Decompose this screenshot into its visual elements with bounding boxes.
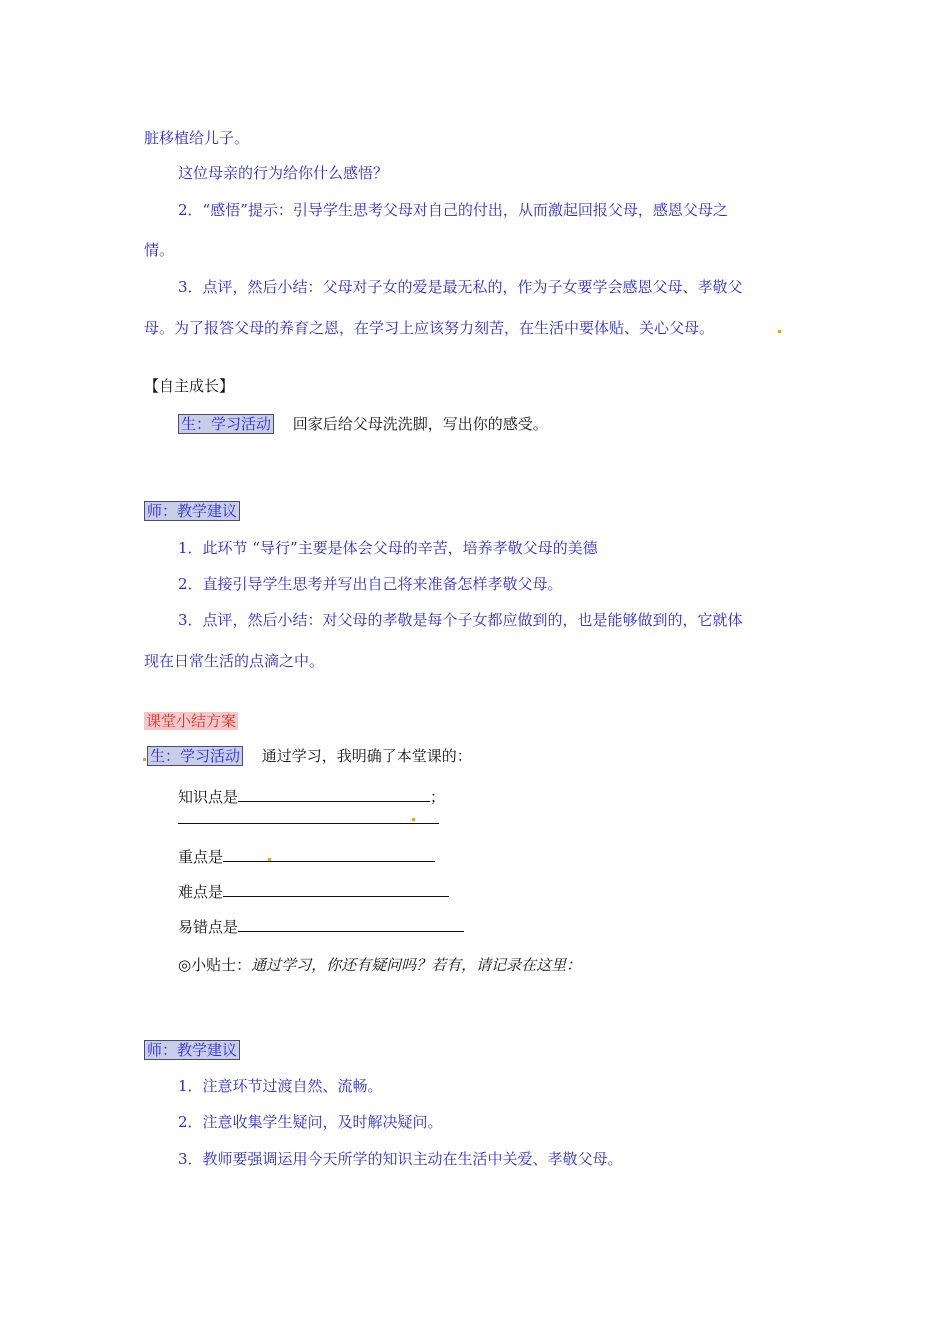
tip-label: ◎小贴士： xyxy=(178,956,252,974)
extra-blank-row xyxy=(178,808,439,830)
paragraph-line: 2．“感悟”提示：引导学生思考父母对自己的付出，从而激起回报父母，感恩父母之 xyxy=(178,201,728,219)
paragraph-line: 情。 xyxy=(144,241,175,259)
list-item: 2．注意收集学生疑问，及时解决疑问。 xyxy=(178,1113,443,1131)
error-point-row xyxy=(178,916,464,938)
list-item: 3．教师要强调运用今天所学的知识主动在生活中关爱、孝敬父母。 xyxy=(178,1150,623,1168)
student-activity-tag: 生：学习活动 xyxy=(147,746,243,766)
list-item-continuation: 现在日常生活的点滴之中。 xyxy=(144,652,325,670)
teacher-suggestion-tag: 师：教学建议 xyxy=(144,501,240,521)
student-activity-tag: 生：学习活动 xyxy=(178,414,274,434)
marker-dot xyxy=(778,330,781,333)
summary-heading: 课堂小结方案 xyxy=(146,712,237,730)
list-item: 3．点评，然后小结：对父母的孝敬是每个子女都应做到的，也是能够做到的，它就体 xyxy=(178,611,743,629)
extra-blank[interactable] xyxy=(178,809,439,824)
paragraph-line: 母。为了报答父母的养育之恩，在学习上应该努力刻苦，在生活中要体贴、关心父母。 xyxy=(144,319,715,337)
error-point-blank[interactable] xyxy=(238,917,464,932)
marker-dot xyxy=(143,758,146,761)
error-point-label: 易错点是 xyxy=(178,918,239,936)
marker-dot xyxy=(412,818,415,821)
paragraph-line: 脏移植给儿子。 xyxy=(144,129,250,147)
list-item: 1．此环节 “导行”主要是体会父母的辛苦，培养孝敬父母的美德 xyxy=(178,539,598,557)
difficult-point-label: 难点是 xyxy=(178,883,224,901)
paragraph-line: 这位母亲的行为给你什么感悟？ xyxy=(178,164,389,182)
activity-text: 通过学习，我明确了本堂课的： xyxy=(261,747,472,765)
knowledge-end: ； xyxy=(430,788,446,806)
knowledge-blank[interactable] xyxy=(238,787,430,802)
teacher-suggestion-row xyxy=(144,1039,240,1061)
list-item: 2．直接引导学生思考并写出自己将来准备怎样孝敬父母。 xyxy=(178,575,563,593)
knowledge-label: 知识点是 xyxy=(178,788,239,806)
tip-row xyxy=(178,954,581,976)
marker-dot xyxy=(268,858,271,861)
list-item: 1．注意环节过渡自然、流畅。 xyxy=(178,1077,383,1095)
difficult-point-blank[interactable] xyxy=(223,882,449,897)
activity-row xyxy=(147,745,472,767)
key-point-row xyxy=(178,846,435,868)
paragraph-line: 3．点评，然后小结：父母对子女的爱是最无私的，作为子女要学会感恩父母、孝敬父 xyxy=(178,278,743,296)
teacher-suggestion-row xyxy=(144,500,240,522)
tip-text: 通过学习，你还有疑问吗？若有，请记录在这里： xyxy=(251,956,582,974)
activity-row xyxy=(178,413,548,435)
key-point-label: 重点是 xyxy=(178,848,224,866)
section-heading: 【自主成长】 xyxy=(144,377,235,395)
teacher-suggestion-tag: 师：教学建议 xyxy=(144,1040,240,1060)
difficult-point-row xyxy=(178,881,449,903)
key-point-blank[interactable] xyxy=(223,847,435,862)
activity-text: 回家后给父母洗洗脚，写出你的感受。 xyxy=(292,415,548,433)
summary-heading-row xyxy=(144,710,238,732)
knowledge-row xyxy=(178,786,445,808)
